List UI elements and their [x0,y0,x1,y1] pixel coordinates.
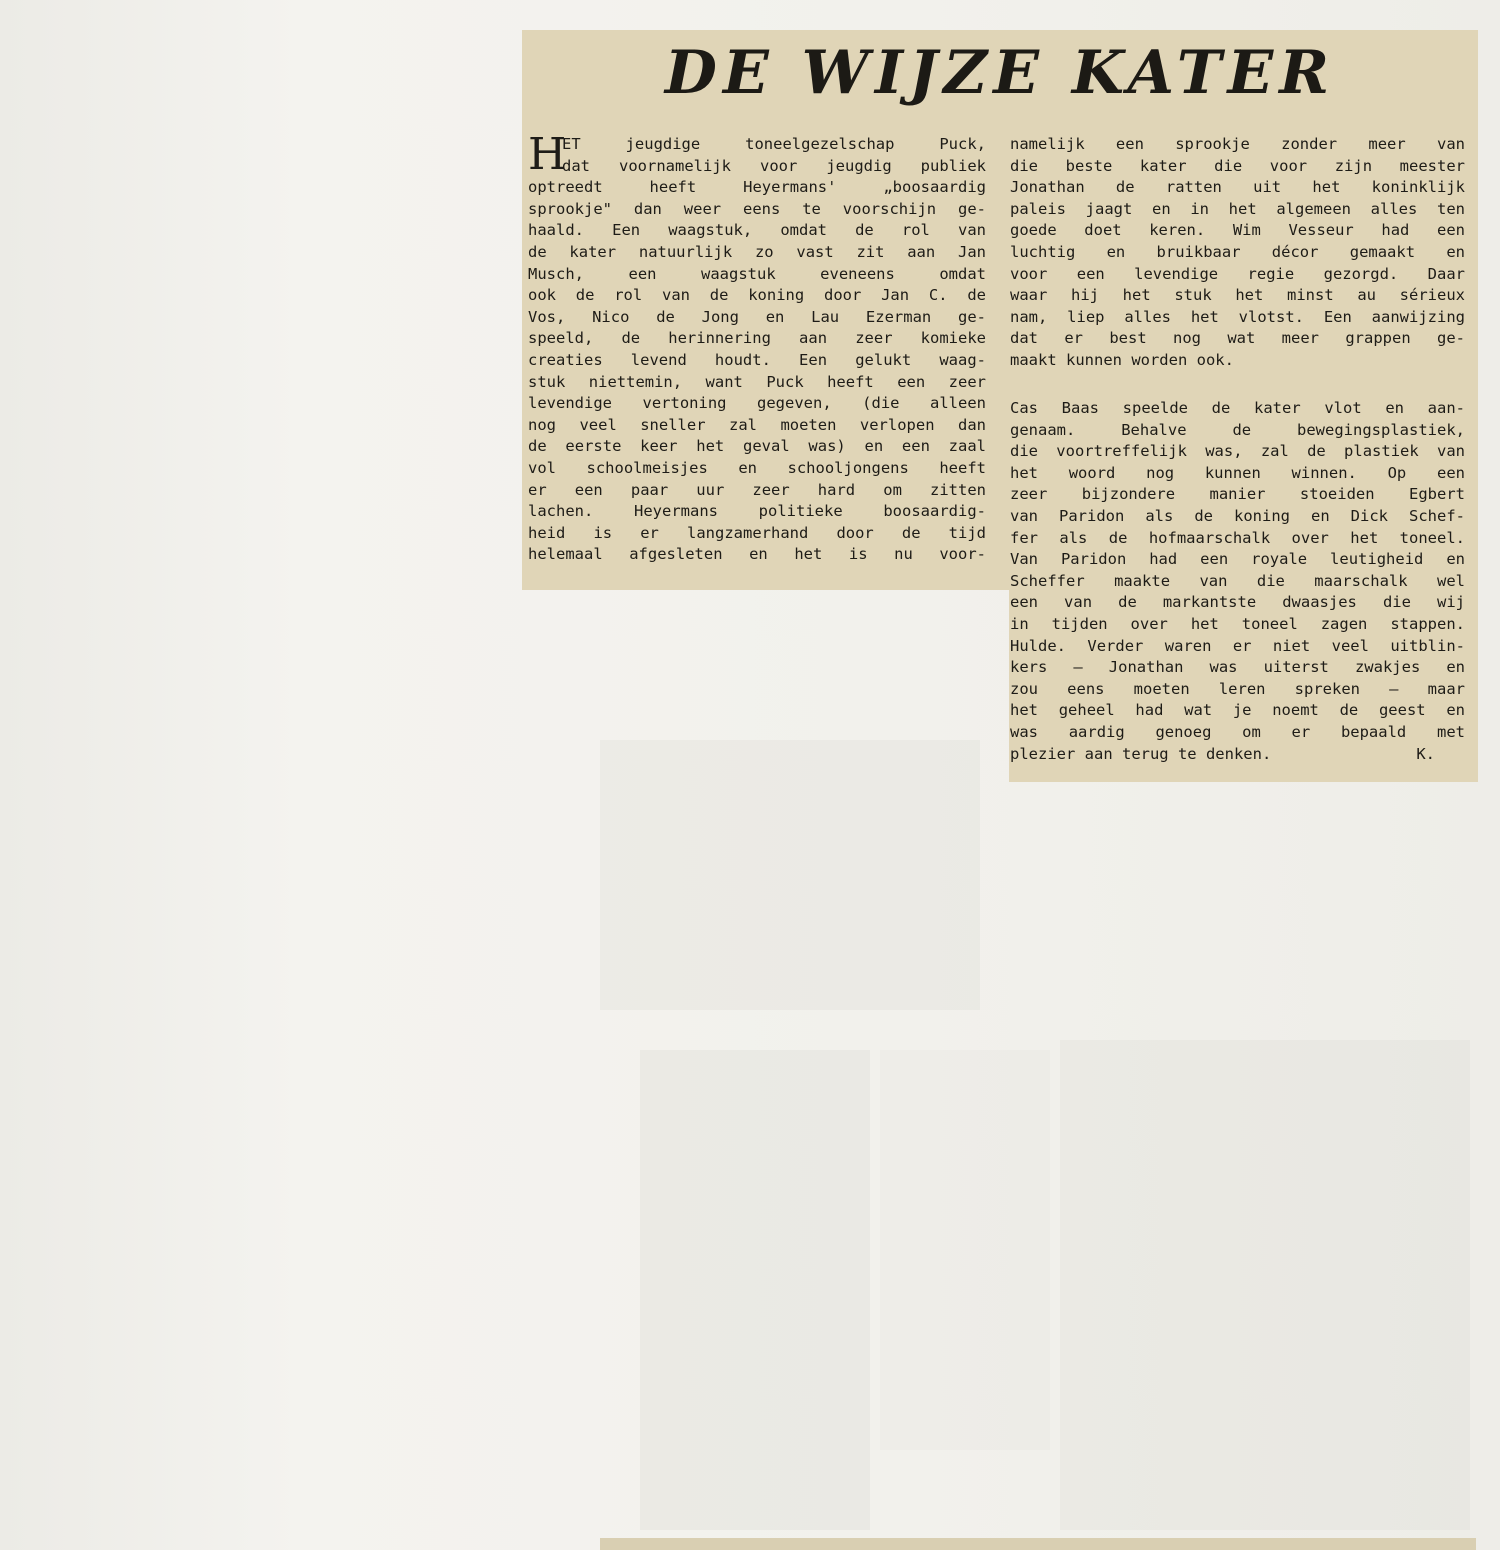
article-line: namelijk een sprookje zonder meer van [1010,135,1465,153]
article-line: er een paar uur zeer hard om zitten [528,480,986,499]
article-line: nam, liep alles het vlotst. Een aanwijzing [1010,307,1465,326]
article-line: haald. Een waagstuk, omdat de rol van [528,221,986,240]
article-line: Vos, Nico de Jong en Lau Ezerman ge- [528,307,986,326]
article-right-column-top [1010,134,1465,372]
article-line: het geheel had wat je noemt de geest en [1010,701,1465,720]
article-line: Jonathan de ratten uit het koninklijk [1010,178,1465,197]
author-signature: K. [1416,744,1435,763]
bleed-through-area [600,740,980,1010]
article-line: zeer bijzondere manier stoeiden Egbert [1010,485,1465,504]
article-line: heid is er langzamerhand door de tijd [528,523,986,542]
article-line: Musch, een waagstuk eveneens omdat [528,264,986,283]
article-right-column-bottom [1010,398,1465,765]
article-line: was aardig genoeg om er bepaald met [1010,722,1465,741]
article-line: levendige vertoning gegeven, (die alleen [528,394,986,413]
article-line-text: ET jeugdige toneelgezelschap Puck, [562,135,986,153]
article-line: helemaal afgesleten en het is nu voor- [528,545,986,564]
article-line: vol schoolmeisjes en schooljongens heeft [528,458,986,477]
article-line: maakt kunnen worden ook. [1010,350,1234,369]
article-line: waar hij het stuk het minst au sérieux [1010,286,1465,305]
article-title: DE WIJZE KATER [664,38,1336,108]
bleed-through-area [640,1050,870,1530]
article-line: ook de rol van de koning door Jan C. de [528,286,986,305]
article-line: het woord nog kunnen winnen. Op een [1010,463,1465,482]
article-line: goede doet keren. Wim Vesseur had een [1010,221,1465,240]
next-clipping-edge [600,1538,1476,1550]
article-line: die voortreffelijk was, zal de plastiek van [1010,442,1465,461]
article-line: creaties levend houdt. Een gelukt waag- [528,350,986,369]
article-line: genaam. Behalve de bewegingsplastiek, [1010,420,1465,439]
article-line: zou eens moeten leren spreken — maar [1010,679,1465,698]
article-line: stuk niettemin, want Puck heeft een zeer [528,372,986,391]
drop-cap: H [528,129,567,180]
closing-text: plezier aan terug te denken. [1010,744,1272,763]
article-line: lachen. Heyermans politieke boosaardig- [528,502,986,521]
bleed-through-area [880,1050,1050,1450]
article-line: nog veel sneller zal moeten verlopen dan [528,415,986,434]
article-line: van Paridon als de koning en Dick Schef- [1010,506,1465,525]
article-line: paleis jaagt en in het algemeen alles ten [1010,199,1465,218]
article-line: voor een levendige regie gezorgd. Daar [1010,264,1465,283]
article-line: de eerste keer het geval was) en een zaal [528,437,986,456]
article-line: kers — Jonathan was uiterst zwakjes en [1010,658,1465,677]
article-line: in tijden over het toneel zagen stappen. [1010,614,1465,633]
bleed-through-area [1060,1040,1470,1530]
article-line: de kater natuurlijk zo vast zit aan Jan [528,242,986,261]
article-line: Hulde. Verder waren er niet veel uitblin- [1010,636,1465,655]
article-line: een van de markantste dwaasjes die wij [1010,593,1465,612]
article-line: Van Paridon had een royale leutigheid en [1010,550,1465,569]
article-line: sprookje" dan weer eens te voorschijn ge- [528,199,986,218]
article-line: optreedt heeft Heyermans' „boosaardig [528,178,986,197]
article-line: luchtig en bruikbaar décor gemaakt en [1010,242,1465,261]
article-line: dat er best nog wat meer grappen ge- [1010,329,1465,348]
article-left-column [528,129,986,566]
article-line: dat voornamelijk voor jeugdig publiek [562,156,986,175]
article-line: die beste kater die voor zijn meester [1010,156,1465,175]
article-line: fer als de hofmaarschalk over het toneel. [1010,528,1465,547]
article-line: speeld, de herinnering aan zeer komieke [528,329,986,348]
article-line: Cas Baas speelde de kater vlot en aan- [1010,399,1465,417]
article-closing-line [1010,744,1465,766]
article-line: Scheffer maakte van die maarschalk wel [1010,571,1465,590]
